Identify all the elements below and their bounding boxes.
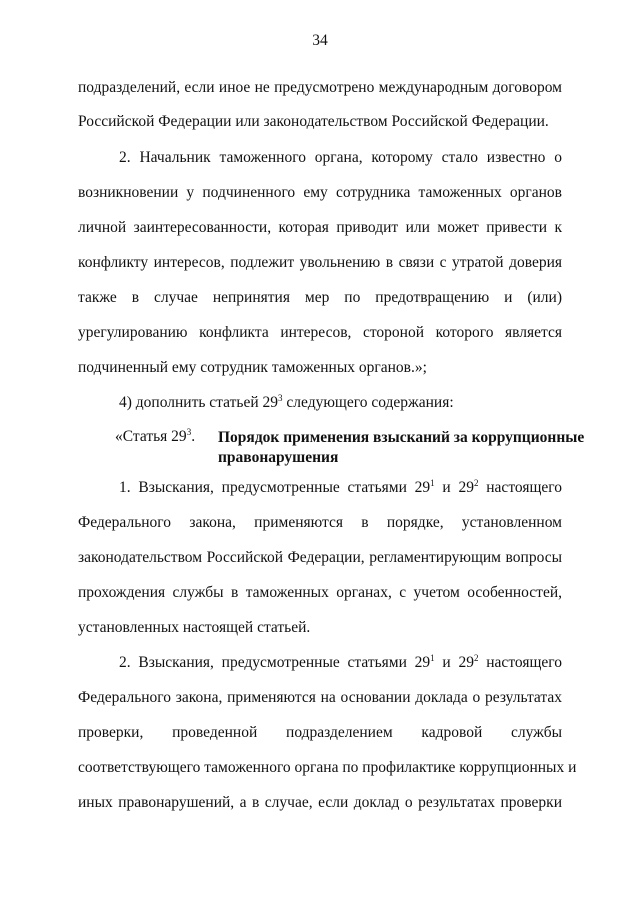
superscript: 1 [430, 477, 435, 488]
text-line: подчиненный ему сотрудник таможенных органов.»; [78, 359, 427, 376]
article-title-line: правонарушения [218, 449, 339, 466]
superscript: 3 [186, 426, 192, 437]
text-line [78, 653, 562, 673]
text-line: установленных настоящей статьей. [78, 619, 311, 636]
text-fragment: 1. Взыскания, предусмотренные статьями 29 [119, 479, 431, 496]
text-line: возникновении у подчиненного ему сотрудника таможенных органов [78, 184, 562, 201]
text-line: проверки, проведенной подразделением кадровой службы [78, 724, 562, 741]
text-line [78, 478, 562, 498]
article-title [218, 428, 584, 468]
text-line: иных правонарушений, а в случае, если доклад о результатах проверки [78, 794, 562, 811]
superscript: 2 [474, 652, 479, 663]
superscript: 1 [430, 652, 435, 663]
text-line: прохождения службы в таможенных органах, с учетом особенностей, [78, 584, 562, 601]
page-number: 34 [312, 32, 328, 49]
text-line: Федерального закона, применяются на основании доклада о результатах [78, 689, 562, 706]
text-fragment: 2. Взыскания, предусмотренные статьями 29 [119, 654, 431, 671]
article-heading [78, 426, 585, 470]
article-label [115, 428, 195, 446]
text-fragment: следующего содержания: [282, 394, 454, 411]
text-line: законодательством Российской Федерации, регламентирующим вопросы [78, 549, 562, 566]
text-fragment: 4) дополнить статьей 29 [119, 394, 279, 411]
text-fragment: настоящего [478, 479, 563, 496]
text-fragment: настоящего [478, 654, 563, 671]
text-fragment: и 29 [434, 654, 474, 671]
text-line: Федерального закона, применяются в порядке, установленном [78, 514, 562, 531]
text-line: Российской Федерации или законодательством Российской Федерации. [78, 113, 549, 130]
text-line: урегулированию конфликта интересов, стороной которого является [78, 324, 562, 341]
text-line: личной заинтересованности, которая приводит или может привести к [78, 219, 562, 236]
text-line: также в случае непринятия мер по предотвращению и (или) [78, 289, 562, 306]
text-line: соответствующего таможенного органа по профилактике коррупционных и [78, 759, 577, 776]
text-line [78, 393, 562, 413]
text-fragment: . [191, 428, 196, 445]
text-line: подразделений, если иное не предусмотрено международным договором [78, 79, 562, 96]
superscript: 3 [278, 392, 283, 403]
text-line: 2. Начальник таможенного органа, которому стало известно о [119, 149, 562, 166]
text-fragment: «Статья 29 [115, 428, 187, 445]
text-line: конфликту интересов, подлежит увольнению в связи с утратой доверия [78, 254, 562, 271]
text-fragment: и 29 [434, 479, 474, 496]
article-title-line: Порядок применения взысканий за коррупционные [218, 429, 585, 446]
superscript: 2 [474, 477, 479, 488]
